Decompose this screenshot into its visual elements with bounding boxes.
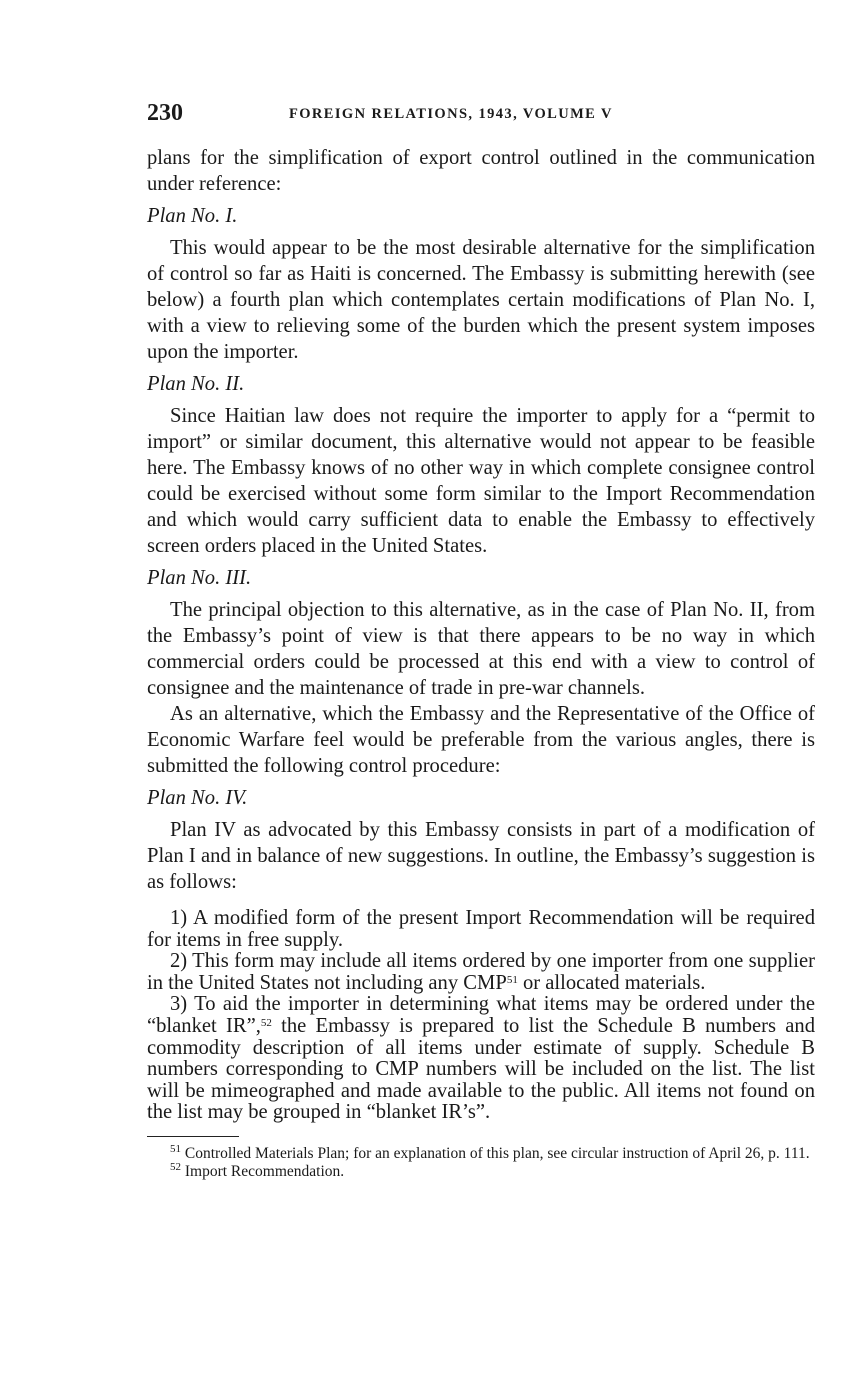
running-head: FOREIGN RELATIONS, 1943, VOLUME V: [289, 106, 613, 122]
alternative-paragraph: As an alternative, which the Embassy and the Representative of the Office of Economic Warfare feel would be preferable from the various angles, there is submitted the following control procedure:: [147, 703, 815, 777]
list-item-text: 2) This form may include all items ordered by one importer from one supplier in the United States not including any CMP: [147, 950, 815, 994]
list-item: [147, 951, 815, 994]
plan-1-heading: Plan No. I.: [147, 205, 238, 227]
plan-2-heading: Plan No. II.: [147, 373, 245, 395]
footnote-mark: 51: [170, 1142, 181, 1155]
footnote-text: Controlled Materials Plan; for an explanation of this plan, see circular instruction of April 26, p. 111.: [181, 1144, 810, 1162]
footnote-51: [147, 1142, 815, 1163]
plan-4-heading: Plan No. IV.: [147, 787, 248, 809]
plan-3-paragraph: The principal objection to this alternative, as in the case of Plan No. II, from the Embassy’s point of view is that there appears to be no way in which commercial orders could be processed at this end with a view to control of consignee and the maintenance of trade in pre-war channels.: [147, 599, 815, 699]
footnote-52: [147, 1160, 815, 1181]
footnote-ref-52: 52: [260, 1016, 272, 1029]
footnote-mark: 52: [170, 1160, 181, 1173]
body-text: [147, 145, 815, 1181]
footnote-text: Import Recommendation.: [181, 1162, 345, 1180]
footnote-divider: [147, 1136, 239, 1137]
list-item-text: 3) To aid the importer in determining what items may be ordered under the “blanket IR”,: [147, 993, 815, 1037]
list-item-text: the Embassy is prepared to list the Schedule B numbers and commodity description of all items under estimate of supply. Schedule B numbers corresponding to CMP numbers will be included on the list. The list will be mimeographed and made available to the public. All items not found on the list may be grouped in “blanket IR’s”.: [147, 1014, 815, 1124]
plan-4-paragraph: Plan IV as advocated by this Embassy consists in part of a modification of Plan I and in balance of new suggestions. In outline, the Embassy’s suggestion is as follows:: [147, 819, 815, 893]
footnote-ref-51: 51: [506, 973, 518, 986]
procedure-list: [147, 908, 815, 1124]
list-item-text: or allocated materials.: [517, 971, 706, 994]
footnotes: [147, 1142, 815, 1181]
list-item: [147, 994, 815, 1124]
plan-2-paragraph: Since Haitian law does not require the importer to apply for a “permit to import” or similar document, this alternative would not appear to be feasible here. The Embassy knows of no other way in which complete consignee control could be exercised without some form similar to the Import Recommendation and which would carry sufficient data to enable the Embassy to effectively screen orders placed in the United States.: [147, 405, 815, 557]
page-number: 230: [147, 100, 183, 126]
list-item: 1) A modified form of the present Import Recommendation will be required for items in free supply.: [147, 907, 815, 951]
intro-paragraph: plans for the simplification of export control outlined in the communication under reference:: [147, 147, 815, 195]
page-header: [147, 100, 815, 130]
plan-3-heading: Plan No. III.: [147, 567, 252, 589]
plan-1-paragraph: This would appear to be the most desirable alternative for the simplification of control so far as Haiti is concerned. The Embassy is submitting herewith (see below) a fourth plan which contemplates certain modifications of Plan No. I, with a view to relieving some of the burden which the present system imposes upon the importer.: [147, 237, 815, 363]
